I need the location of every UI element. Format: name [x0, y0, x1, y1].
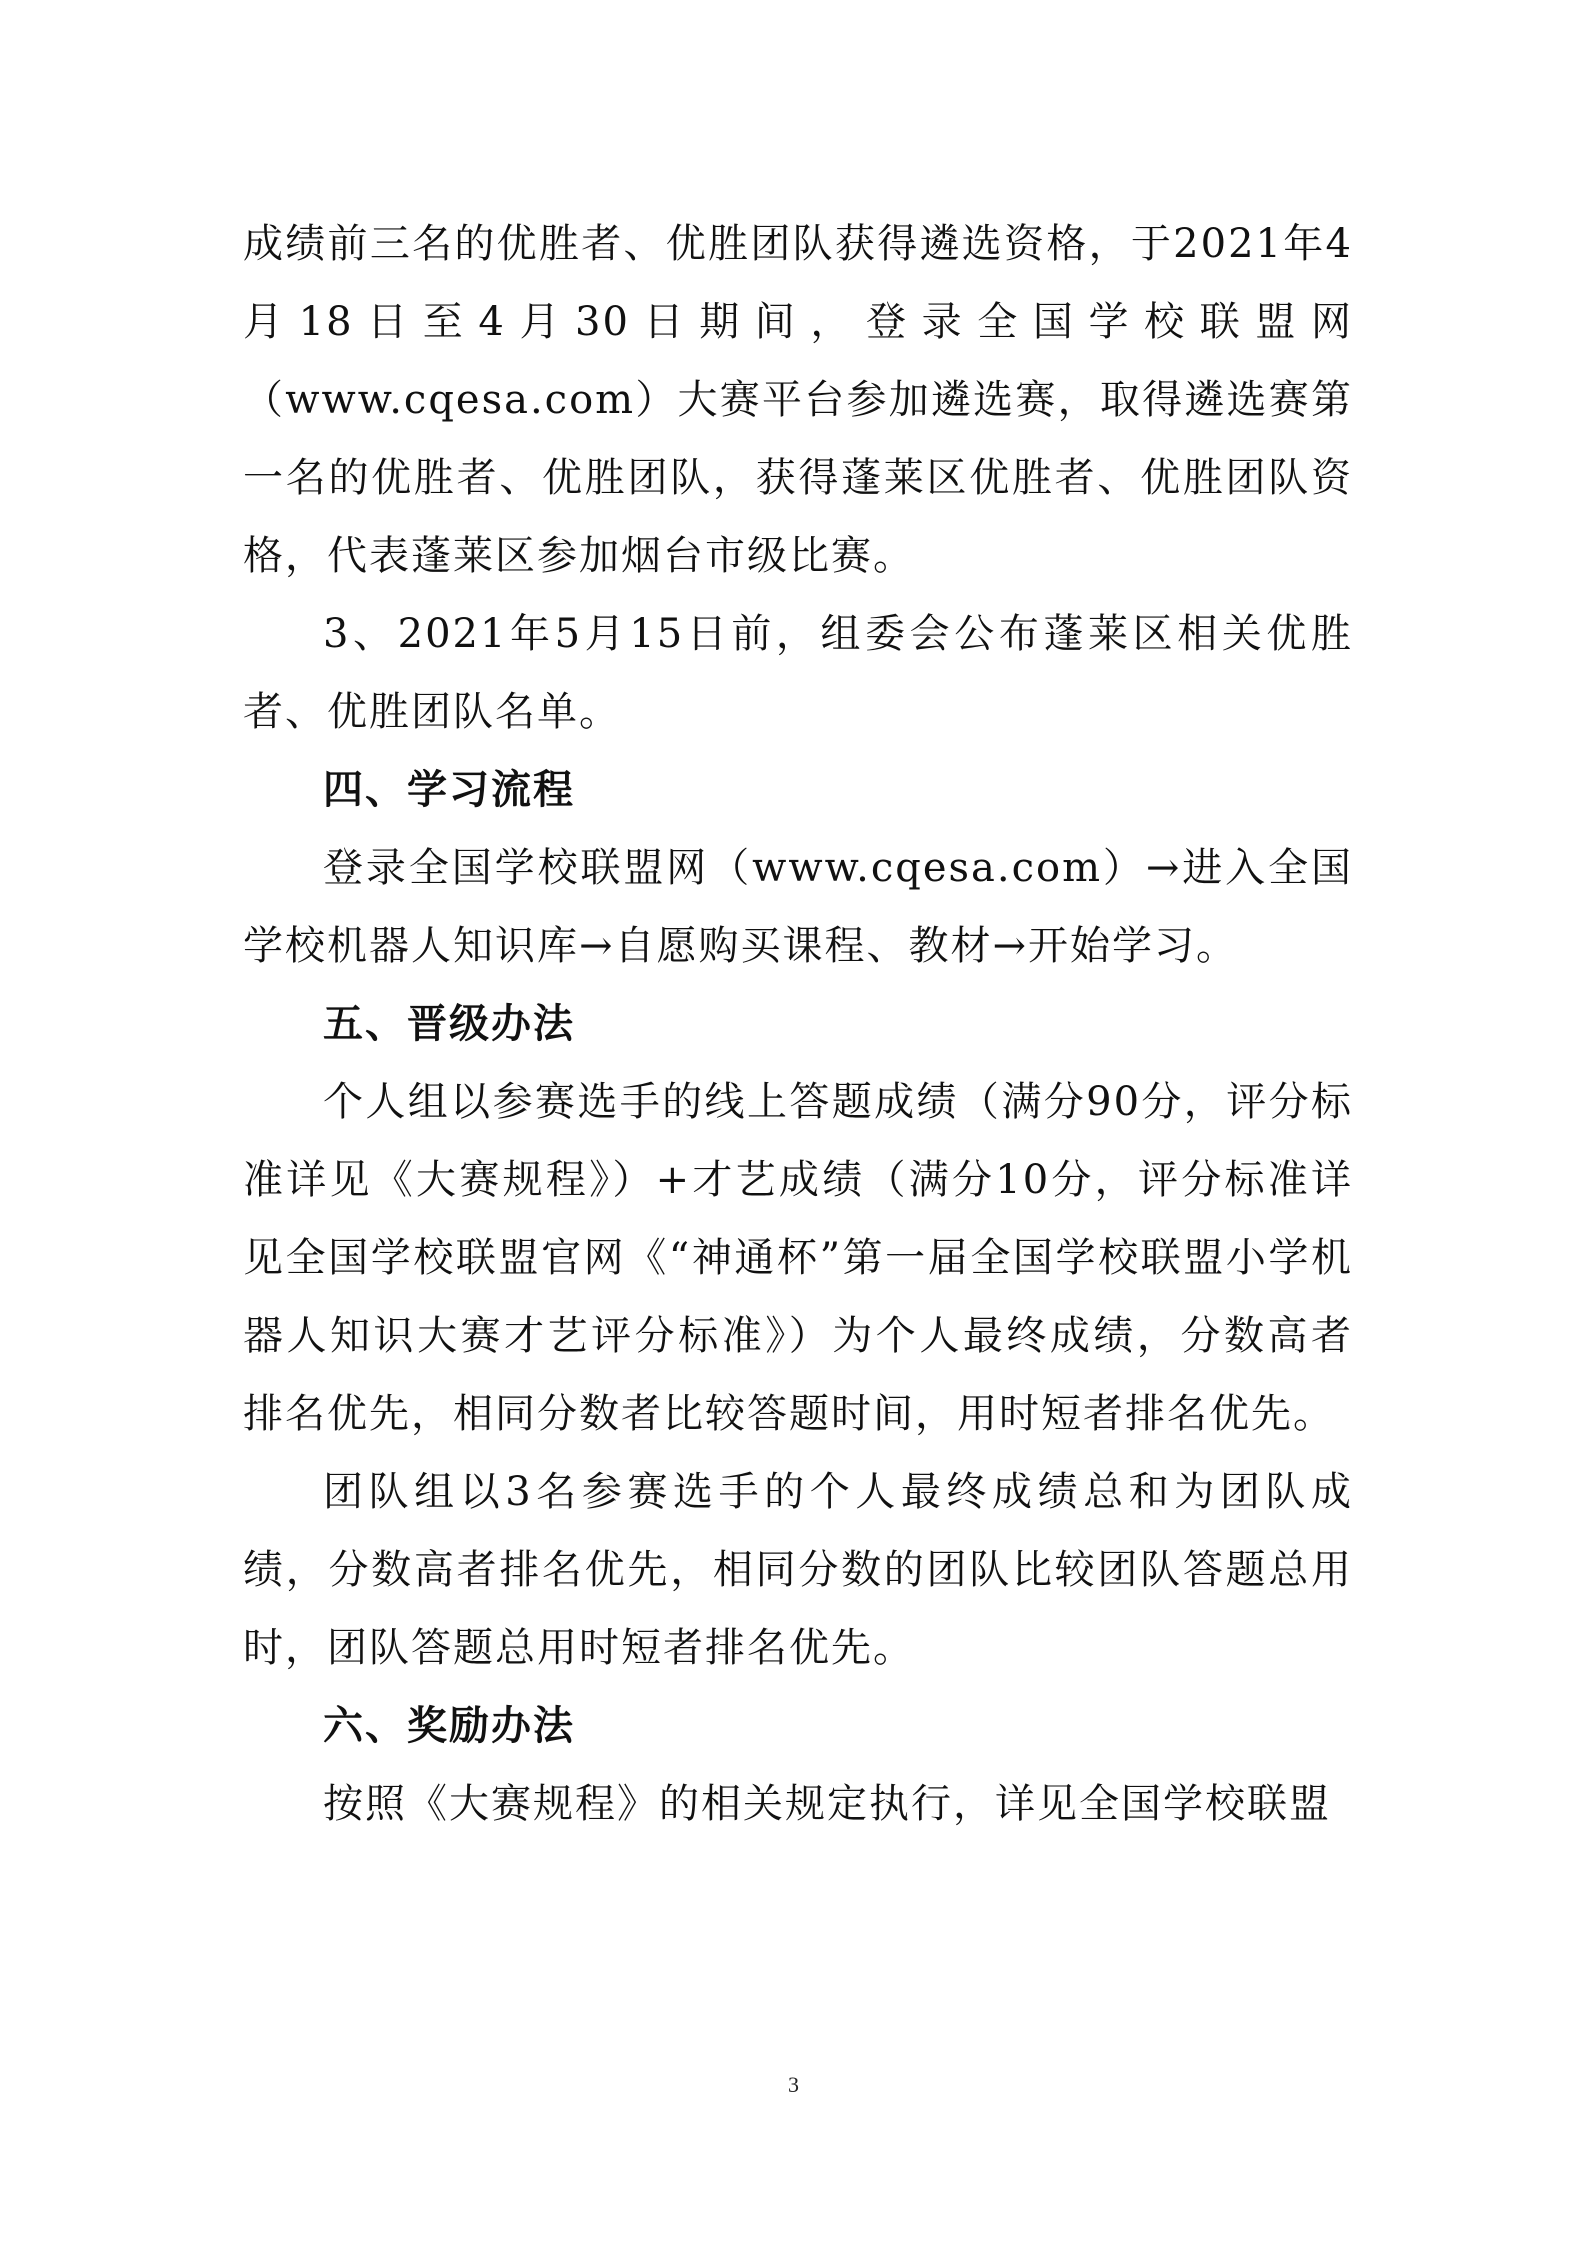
paragraph-team-scoring: 团队组以3名参赛选手的个人最终成绩总和为团队成绩，分数高者排名优先，相同分数的团队比较团队答题总用时，团队答题总用时短者排名优先。 [243, 1469, 1353, 1671]
paragraph-announcement: 3、2021年5月15日前，组委会公布蓬莱区相关优胜者、优胜团队名单。 [243, 611, 1353, 735]
heading-promotion-method: 五、晋级办法 [323, 1001, 575, 1047]
heading-reward-method: 六、奖励办法 [323, 1703, 575, 1749]
paragraph-individual-scoring: 个人组以参赛选手的线上答题成绩（满分90分，评分标准详见《大赛规程》）+才艺成绩（满分10分，评分标准详见全国学校联盟官网《“神通杯”第一届全国学校联盟小学机器人知识大赛才艺评分标准》）为个人最终成绩，分数高者排名优先，相同分数者比较答题时间，用时短者排名优先。 [243, 1079, 1353, 1437]
paragraph-reward-rules: 按照《大赛规程》的相关规定执行，详见全国学校联盟 [323, 1781, 1331, 1827]
document-body [243, 205, 1353, 1843]
heading-learning-process: 四、学习流程 [323, 767, 575, 813]
page-number: 3 [788, 2072, 799, 2097]
paragraph-qualification: 成绩前三名的优胜者、优胜团队获得遴选资格，于2021年4月18日至4月30日期间，登录全国学校联盟网（www.cqesa.com）大赛平台参加遴选赛，取得遴选赛第一名的优胜者、优胜团队，获得蓬莱区优胜者、优胜团队资格，代表蓬莱区参加烟台市级比赛。 [243, 221, 1353, 579]
paragraph-learning-steps: 登录全国学校联盟网（www.cqesa.com）→进入全国学校机器人知识库→自愿购买课程、教材→开始学习。 [243, 845, 1353, 969]
